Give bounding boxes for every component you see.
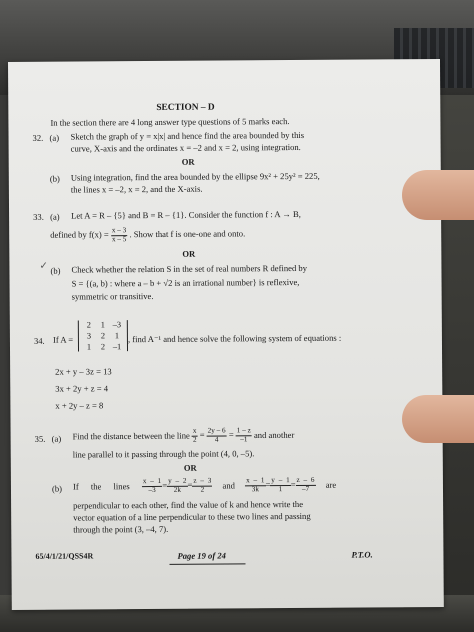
exam-page bbox=[8, 59, 444, 610]
q35-a-post: and another bbox=[253, 429, 295, 441]
paper-code: 65/4/1/21/QSS4R bbox=[35, 551, 94, 561]
frac-numerator: x – 1 bbox=[142, 476, 162, 486]
q35-b-line2: perpendicular to each other, find the value of k and hence write the bbox=[73, 498, 304, 511]
q35-b-label: (b) bbox=[51, 483, 63, 494]
q35-a-frac3 bbox=[236, 427, 252, 443]
q35-b-frac1 bbox=[142, 478, 162, 494]
q32-a-line1: Sketch the graph of y = x|x| and hence find the area bounded by this bbox=[70, 129, 305, 142]
section-intro: In the section there are 4 long answer type questions of 5 marks each. bbox=[50, 116, 290, 128]
frac-denominator: 1 bbox=[278, 484, 283, 493]
q32-or: OR bbox=[181, 156, 195, 167]
frac-numerator: z – 3 bbox=[193, 476, 212, 485]
q33-a-line2-post: . Show that f is one-one and onto. bbox=[129, 228, 246, 240]
q34-number: 34. bbox=[33, 335, 45, 346]
frac-denominator: 4 bbox=[214, 435, 219, 444]
equation-3: x + 2y – z = 8 bbox=[55, 400, 104, 411]
q35-or: OR bbox=[183, 462, 197, 473]
q35-a-line1: Find the distance between the line $\frac{x}{2}$ = $\frac{2y - 6}{4}$ = $\frac{1 - z}{-1}$ and another bbox=[72, 426, 295, 444]
frac-denominator: 2 bbox=[200, 485, 205, 494]
matrix-cell: 2 bbox=[86, 320, 91, 330]
frac-numerator: 1 – z bbox=[236, 426, 251, 435]
q34-pre: If A = bbox=[52, 334, 74, 345]
frac-numerator: 2y – 6 bbox=[207, 426, 226, 435]
q32-b-line1: Using integration, find the area bounded by the ellipse 9x² + 25y² = 225, bbox=[70, 170, 320, 183]
frac-numerator: x bbox=[192, 426, 197, 435]
q33-b-label: (b) bbox=[50, 265, 61, 276]
q33-b-line1: Check whether the relation S in the set of real numbers R defined by bbox=[71, 262, 308, 275]
page-number: Page 19 of 24 bbox=[177, 550, 226, 561]
q32-b-label: (b) bbox=[49, 173, 60, 184]
q35-b-if: If bbox=[72, 481, 79, 492]
q33-a-line2 bbox=[50, 226, 245, 243]
matrix-cell: 1 bbox=[86, 342, 92, 352]
q33-number: 33. bbox=[33, 211, 44, 222]
frac-numerator: x – 3 bbox=[111, 226, 127, 235]
q33-a-line1: Let A = R – {5} and B = R – {1}. Consider the function f : A → B, bbox=[71, 208, 301, 221]
q33-or: OR bbox=[182, 248, 196, 259]
frac-numerator: y – 1 bbox=[271, 476, 290, 485]
matrix-A bbox=[78, 320, 128, 351]
equation-2: 3x + 2y + z = 4 bbox=[55, 383, 109, 394]
frac-numerator: z – 6 bbox=[296, 475, 315, 484]
q35-b-line3: vector equation of a line perpendicular to these two lines and passing bbox=[73, 510, 311, 523]
q35-a-pre: Find the distance between the line bbox=[72, 430, 190, 442]
frac-numerator: x – 1 bbox=[246, 476, 265, 485]
q35-b-lines: lines bbox=[113, 480, 130, 492]
page-number-underline bbox=[170, 563, 246, 565]
q35-b-frac2 bbox=[167, 478, 187, 494]
q35-b-line1: If the lines $\frac{x - 1}{-3}$ = $\frac{y - 2}{2k}$ = $\frac{z - 3}{2}$ and $\frac{x - 1}{3k}$ = $\frac{y - 1}{1}$ = $\frac{z - 6}{-7}$ are bbox=[72, 475, 337, 494]
matrix-cell: –1 bbox=[112, 342, 122, 352]
matrix-cell: 2 bbox=[100, 331, 106, 341]
q34-post: , find A⁻¹ and hence solve the following system of equations : bbox=[127, 332, 342, 345]
frac-denominator: x – 5 bbox=[111, 234, 127, 243]
matrix-cell: 1 bbox=[100, 320, 105, 330]
q35-b-frac5 bbox=[270, 477, 290, 493]
q35-number: 35. bbox=[34, 433, 46, 444]
frac-denominator: 3k bbox=[251, 484, 259, 493]
frac-denominator: –7 bbox=[301, 484, 310, 493]
frac-denominator: 2k bbox=[173, 485, 181, 494]
q35-a-frac1 bbox=[192, 428, 198, 444]
matrix-cell: 3 bbox=[86, 331, 92, 341]
section-title: SECTION – D bbox=[156, 102, 215, 113]
frac-denominator: 2 bbox=[192, 435, 197, 444]
frac-numerator: y – 2 bbox=[168, 476, 187, 485]
matrix-cell: 2 bbox=[100, 342, 106, 352]
q33-b-line3: symmetric or transitive. bbox=[71, 290, 154, 302]
q35-b-line4: through the point (3, –4, 7). bbox=[73, 523, 169, 535]
q35-b-and: and bbox=[222, 480, 235, 491]
finger-lower bbox=[402, 395, 474, 443]
q33-a-label: (a) bbox=[50, 211, 60, 222]
q35-b-frac3 bbox=[192, 478, 212, 494]
frac-denominator: –3 bbox=[148, 485, 156, 494]
q32-a-label: (a) bbox=[49, 132, 60, 143]
q35-b-are: are bbox=[325, 479, 337, 490]
q32-b-line2: the lines x = –2, x = 2, and the X-axis. bbox=[70, 183, 203, 195]
q33-a-fraction bbox=[111, 227, 127, 243]
q35-b-frac6 bbox=[295, 477, 315, 493]
q35-b-the: the bbox=[90, 481, 102, 492]
pto-label: P.T.O. bbox=[351, 549, 373, 560]
q32-a-line2: curve, X-axis and the ordinates x = –2 and x = 2, using integration. bbox=[70, 141, 301, 154]
q35-a-frac2 bbox=[207, 427, 227, 443]
q33-b-line2: S = {(a, b) : where a – b + √2 is an irrational number} is reflexive, bbox=[71, 276, 300, 289]
matrix-cell: 1 bbox=[114, 331, 120, 341]
q32-number: 32. bbox=[32, 132, 44, 143]
q35-a-label: (a) bbox=[51, 433, 62, 444]
frac-denominator: –1 bbox=[240, 434, 248, 443]
equation-1: 2x + y – 3z = 13 bbox=[55, 366, 112, 377]
pen-mark: ✓ bbox=[39, 260, 48, 272]
q33-a-line2-pre: defined by f(x) = bbox=[50, 229, 109, 240]
matrix-cell: –3 bbox=[112, 320, 122, 330]
q35-a-line2: line parallel to it passing through the point (4, 0, –5). bbox=[72, 448, 255, 460]
finger-upper bbox=[402, 170, 474, 220]
q35-b-frac4 bbox=[245, 477, 265, 493]
